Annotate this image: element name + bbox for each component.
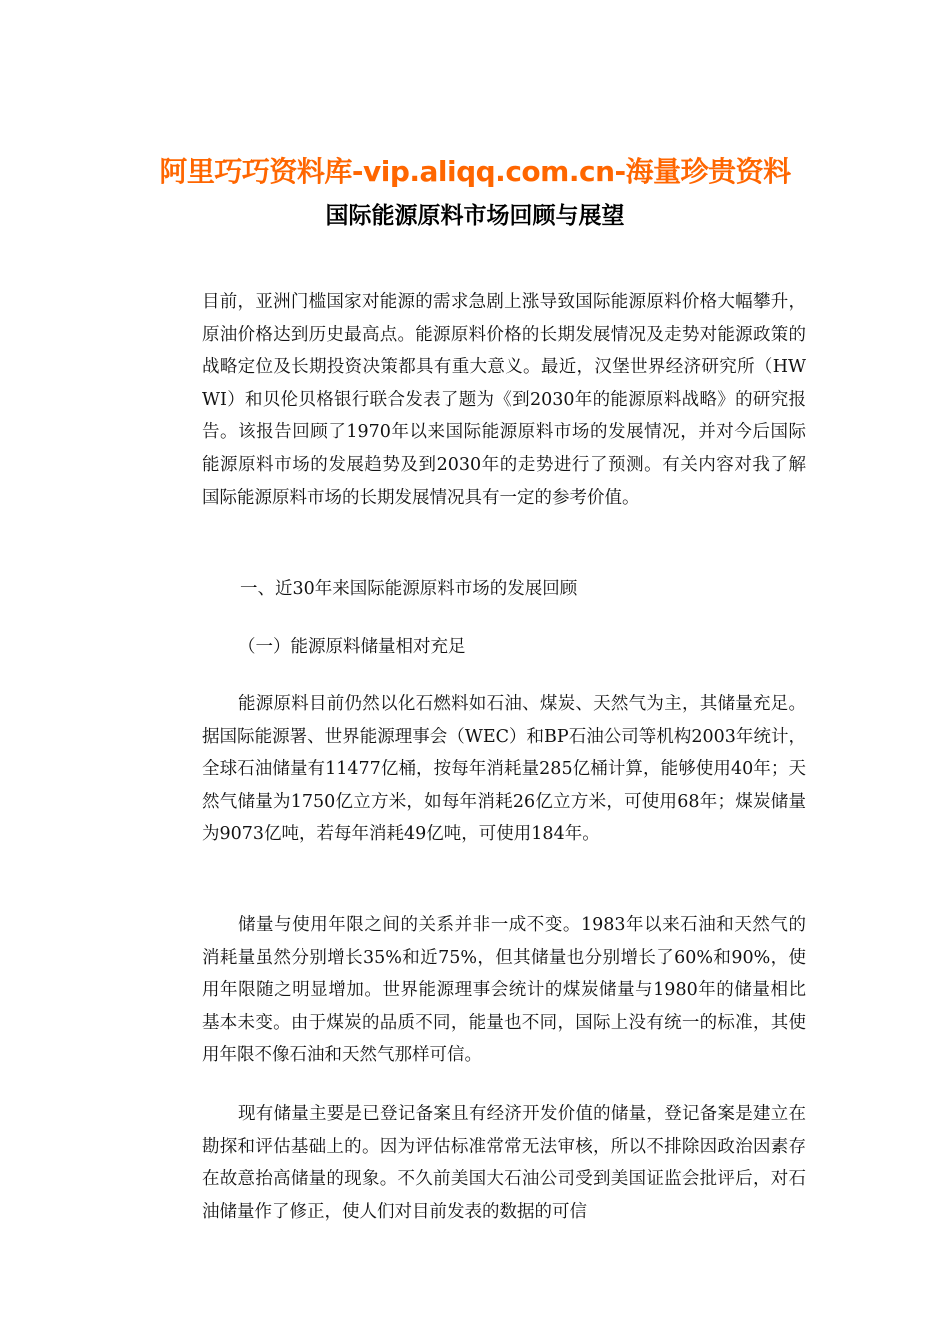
watermark-banner: 阿里巧巧资料库-vip.aliqq.com.cn-海量珍贵资料	[159, 155, 791, 188]
subsection-heading-1: （一）能源原料储量相对充足	[238, 637, 466, 657]
paragraph-reserves: 能源原料目前仍然以化石燃料如石油、煤炭、天然气为主，其储量充足。据国际能源署、世界能源理事会（WEC）和BP石油公司等机构2003年统计，全球石油储量有11477亿桶，按每年消耗量285亿桶计算，能够使用40年；天然气储量为1750亿立方米，如每年消耗26亿立方米，可使用68年；煤炭储量为9073亿吨，若每年消耗49亿吨，可使用184年。	[202, 694, 806, 845]
section-heading-1: 一、近30年来国际能源原料市场的发展回顾	[240, 579, 578, 599]
paragraph-reserves-relation: 储量与使用年限之间的关系并非一成不变。1983年以来石油和天然气的消耗量虽然分别增长35%和近75%，但其储量也分别增长了60%和90%，使用年限随之明显增加。世界能源理事会统计的煤炭储量与1980年的储量相比基本未变。由于煤炭的品质不同，能量也不同，国际上没有统一的标准，其使用年限不像石油和天然气那样可信。	[202, 915, 806, 1066]
paragraph-registered-reserves: 现有储量主要是已登记备案且有经济开发价值的储量，登记备案是建立在勘探和评估基础上的。因为评估标准常常无法审核，所以不排除因政治因素存在故意抬高储量的现象。不久前美国大石油公司受到美国证监会批评后，对石油储量作了修正，使人们对目前发表的数据的可信	[202, 1104, 806, 1222]
document-title: 国际能源原料市场回顾与展望	[325, 203, 625, 229]
intro-paragraph: 目前，亚洲门槛国家对能源的需求急剧上涨导致国际能源原料价格大幅攀升，原油价格达到历史最高点。能源原料价格的长期发展情况及走势对能源政策的战略定位及长期投资决策都具有重大意义。最近，汉堡世界经济研究所（HWWI）和贝伦贝格银行联合发表了题为《到2030年的能源原料战略》的研究报告。该报告回顾了1970年以来国际能源原料市场的发展情况，并对今后国际能源原料市场的发展趋势及到2030年的走势进行了预测。有关内容对我了解国际能源原料市场的长期发展情况具有一定的参考价值。	[202, 292, 806, 508]
